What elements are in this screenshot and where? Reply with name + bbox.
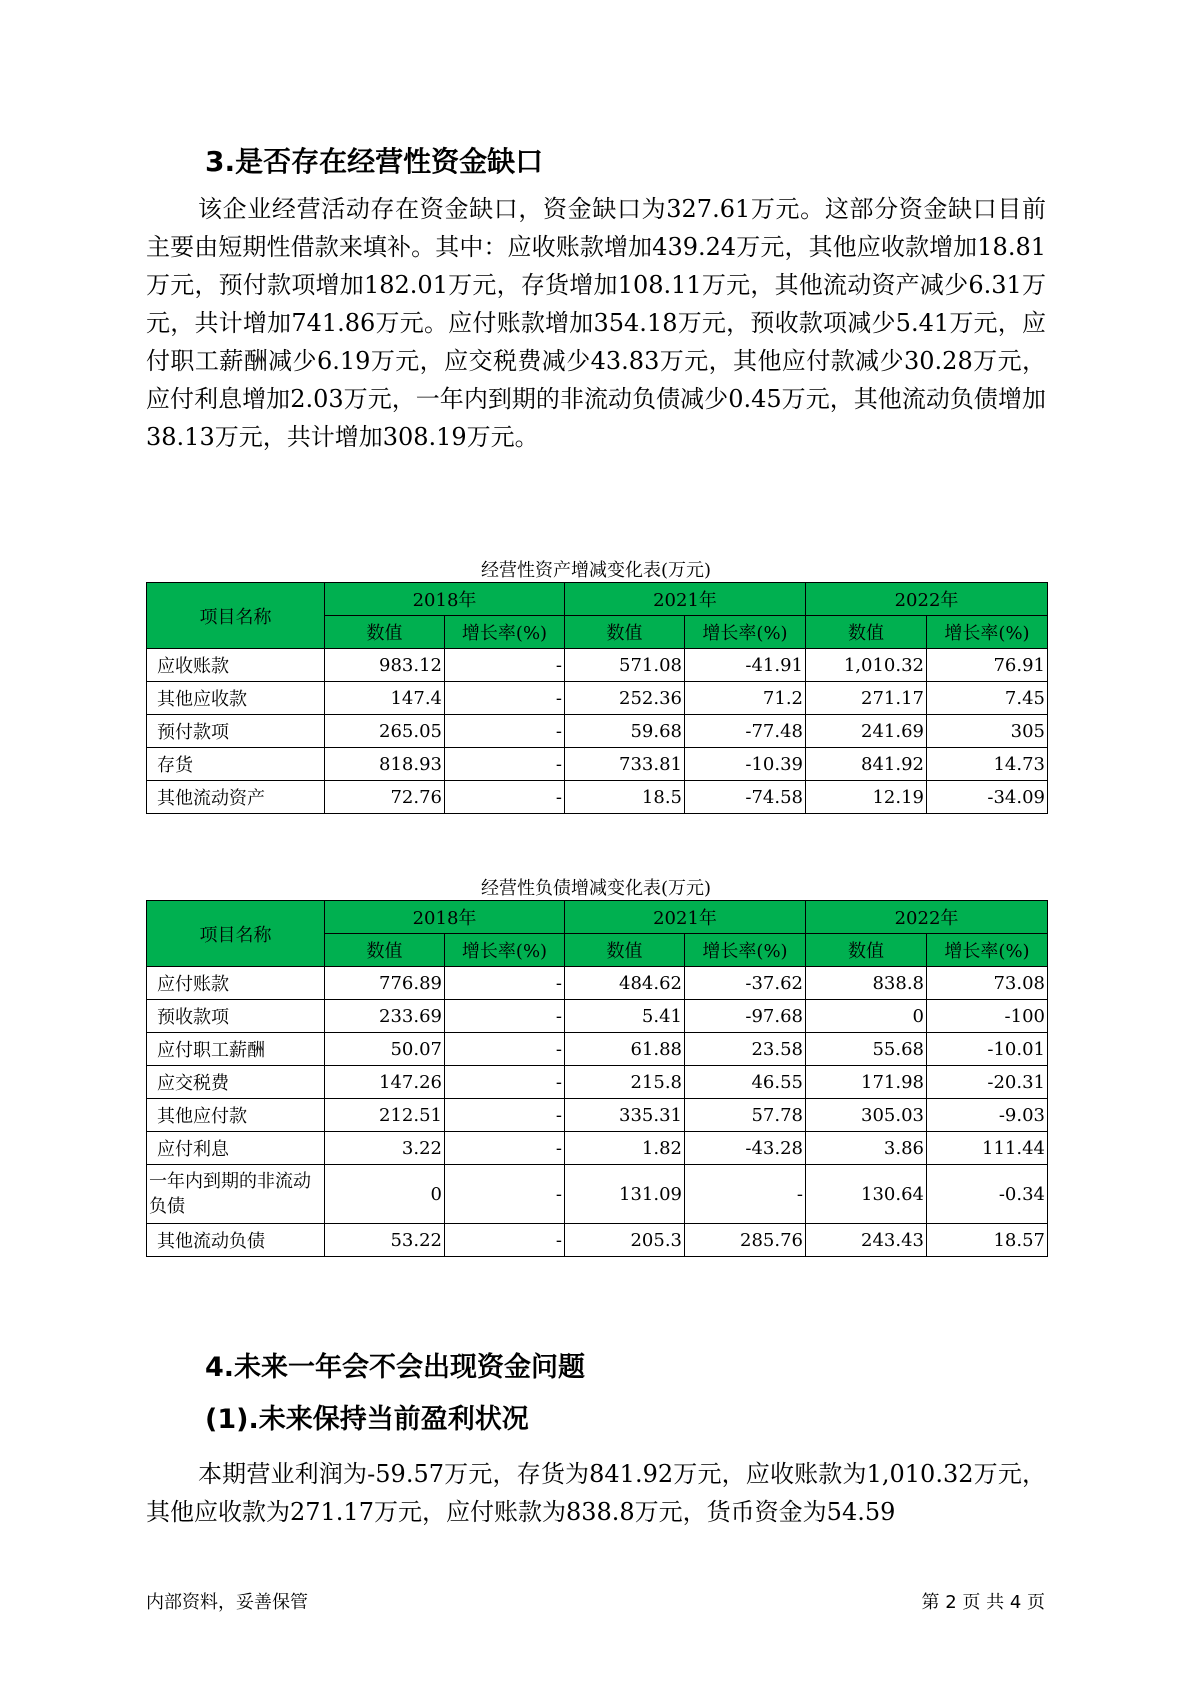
header-item-name: 项目名称 [147, 901, 325, 967]
cell-value-2022: 271.17 [806, 682, 927, 715]
cell-value-2018: 983.12 [325, 649, 445, 682]
cell-growth-2021: -37.62 [685, 967, 806, 1000]
cell-growth-2022: 111.44 [927, 1132, 1048, 1165]
table-row [147, 748, 1048, 781]
cell-growth-2021: 57.78 [685, 1099, 806, 1132]
header-item-name: 项目名称 [147, 583, 325, 649]
table-row [147, 1224, 1048, 1257]
cell-value-2022: 841.92 [806, 748, 927, 781]
cell-growth-2022: -9.03 [927, 1099, 1048, 1132]
table-row [147, 967, 1048, 1000]
liability-change-table [146, 900, 1048, 1257]
cell-growth-2022: 73.08 [927, 967, 1048, 1000]
cell-growth-2018: - [445, 1033, 565, 1066]
cell-value-2022: 171.98 [806, 1066, 927, 1099]
cell-value-2022: 1,010.32 [806, 649, 927, 682]
table-row [147, 649, 1048, 682]
cell-value-2018: 0 [325, 1165, 445, 1224]
cell-growth-2021: 46.55 [685, 1066, 806, 1099]
section-4-heading: 4.未来一年会不会出现资金问题 [205, 1352, 586, 1383]
cell-value-2022: 3.86 [806, 1132, 927, 1165]
cell-value-2021: 215.8 [565, 1066, 685, 1099]
cell-value-2022: 241.69 [806, 715, 927, 748]
row-name: 其他流动负债 [147, 1224, 325, 1257]
cell-value-2018: 147.26 [325, 1066, 445, 1099]
cell-growth-2021: -97.68 [685, 1000, 806, 1033]
section-4-paragraph: 本期营业利润为-59.57万元，存货为841.92万元，应收账款为1,010.32万元，其他应收款为271.17万元，应付账款为838.8万元，货币资金为54.59 [146, 1460, 1046, 1526]
cell-growth-2022: 7.45 [927, 682, 1048, 715]
cell-growth-2022: 76.91 [927, 649, 1048, 682]
cell-value-2018: 818.93 [325, 748, 445, 781]
cell-growth-2022: 305 [927, 715, 1048, 748]
header-growth: 增长率(%) [927, 934, 1048, 967]
table-row [147, 781, 1048, 814]
cell-value-2022: 55.68 [806, 1033, 927, 1066]
section-3-heading: 3.是否存在经营性资金缺口 [205, 145, 544, 178]
cell-value-2021: 733.81 [565, 748, 685, 781]
cell-growth-2018: - [445, 1000, 565, 1033]
cell-value-2018: 776.89 [325, 967, 445, 1000]
table-row [147, 682, 1048, 715]
cell-growth-2022: 18.57 [927, 1224, 1048, 1257]
cell-growth-2021: -10.39 [685, 748, 806, 781]
cell-growth-2018: - [445, 715, 565, 748]
header-value: 数值 [325, 934, 445, 967]
cell-growth-2018: - [445, 649, 565, 682]
header-growth: 增长率(%) [927, 616, 1048, 649]
cell-growth-2022: -0.34 [927, 1165, 1048, 1224]
cell-growth-2018: - [445, 1224, 565, 1257]
cell-value-2018: 50.07 [325, 1033, 445, 1066]
cell-growth-2022: -10.01 [927, 1033, 1048, 1066]
asset-table-caption: 经营性资产增减变化表(万元) [480, 560, 712, 581]
cell-value-2018: 3.22 [325, 1132, 445, 1165]
header-year-2018: 2018年 [325, 583, 565, 616]
cell-growth-2018: - [445, 967, 565, 1000]
liability-table-caption: 经营性负债增减变化表(万元) [480, 878, 712, 899]
header-value: 数值 [325, 616, 445, 649]
cell-growth-2021: 285.76 [685, 1224, 806, 1257]
row-name: 其他流动资产 [147, 781, 325, 814]
cell-growth-2021: -74.58 [685, 781, 806, 814]
cell-value-2021: 131.09 [565, 1165, 685, 1224]
row-name: 应付账款 [147, 967, 325, 1000]
cell-value-2022: 243.43 [806, 1224, 927, 1257]
header-year-2018: 2018年 [325, 901, 565, 934]
cell-value-2021: 205.3 [565, 1224, 685, 1257]
table-row [147, 1099, 1048, 1132]
header-growth: 增长率(%) [685, 934, 806, 967]
cell-value-2021: 61.88 [565, 1033, 685, 1066]
header-value: 数值 [806, 616, 927, 649]
header-growth: 增长率(%) [445, 616, 565, 649]
row-name: 一年内到期的非流动负债 [147, 1165, 325, 1224]
cell-growth-2022: -100 [927, 1000, 1048, 1033]
cell-value-2022: 838.8 [806, 967, 927, 1000]
header-value: 数值 [565, 934, 685, 967]
cell-growth-2021: - [685, 1165, 806, 1224]
cell-value-2021: 5.41 [565, 1000, 685, 1033]
cell-growth-2021: 71.2 [685, 682, 806, 715]
row-name: 其他应收款 [147, 682, 325, 715]
header-year-2022: 2022年 [806, 583, 1048, 616]
table-row [147, 1000, 1048, 1033]
header-value: 数值 [565, 616, 685, 649]
table-row [147, 715, 1048, 748]
header-year-2022: 2022年 [806, 901, 1048, 934]
cell-value-2021: 571.08 [565, 649, 685, 682]
row-name: 预收款项 [147, 1000, 325, 1033]
row-name: 存货 [147, 748, 325, 781]
cell-growth-2018: - [445, 1099, 565, 1132]
table-row [147, 1066, 1048, 1099]
cell-value-2018: 53.22 [325, 1224, 445, 1257]
header-growth: 增长率(%) [445, 934, 565, 967]
cell-value-2021: 252.36 [565, 682, 685, 715]
cell-growth-2022: -34.09 [927, 781, 1048, 814]
cell-value-2018: 265.05 [325, 715, 445, 748]
header-year-2021: 2021年 [565, 583, 806, 616]
header-growth: 增长率(%) [685, 616, 806, 649]
table-row [147, 1165, 1048, 1224]
cell-growth-2018: - [445, 748, 565, 781]
row-name: 预付款项 [147, 715, 325, 748]
row-name: 应交税费 [147, 1066, 325, 1099]
asset-change-table [146, 582, 1048, 814]
cell-growth-2018: - [445, 1165, 565, 1224]
cell-value-2022: 305.03 [806, 1099, 927, 1132]
cell-value-2022: 0 [806, 1000, 927, 1033]
section-3-paragraph: 该企业经营活动存在资金缺口，资金缺口为327.61万元。这部分资金缺口目前主要由短期性借款来填补。其中：应收账款增加439.24万元，其他应收款增加18.81万元，预付款项增加182.01万元，存货增加108.11万元，其他流动资产减少6.31万元，共计增加741.86万元。应付账款增加354.18万元，预收款项减少5.41万元，应付职工薪酬减少6.19万元，应交税费减少43.83万元，其他应付款减少30.28万元，应付利息增加2.03万元，一年内到期的非流动负债减少0.45万元，其他流动负债增加38.13万元，共计增加308.19万元。 [146, 195, 1046, 451]
table-row [147, 1132, 1048, 1165]
cell-growth-2021: -77.48 [685, 715, 806, 748]
header-value: 数值 [806, 934, 927, 967]
cell-growth-2018: - [445, 682, 565, 715]
footer-page-number: 第 2 页 共 4 页 [921, 1592, 1045, 1613]
cell-growth-2018: - [445, 1132, 565, 1165]
cell-value-2021: 59.68 [565, 715, 685, 748]
table-row [147, 1033, 1048, 1066]
cell-growth-2022: 14.73 [927, 748, 1048, 781]
cell-growth-2021: -43.28 [685, 1132, 806, 1165]
footer-confidential-note: 内部资料，妥善保管 [146, 1592, 308, 1613]
header-year-2021: 2021年 [565, 901, 806, 934]
row-name: 应付利息 [147, 1132, 325, 1165]
cell-value-2018: 147.4 [325, 682, 445, 715]
cell-growth-2018: - [445, 781, 565, 814]
cell-value-2018: 72.76 [325, 781, 445, 814]
cell-value-2018: 233.69 [325, 1000, 445, 1033]
cell-value-2021: 335.31 [565, 1099, 685, 1132]
row-name: 其他应付款 [147, 1099, 325, 1132]
cell-value-2021: 484.62 [565, 967, 685, 1000]
row-name: 应付职工薪酬 [147, 1033, 325, 1066]
cell-value-2021: 18.5 [565, 781, 685, 814]
cell-growth-2018: - [445, 1066, 565, 1099]
cell-growth-2021: -41.91 [685, 649, 806, 682]
cell-value-2021: 1.82 [565, 1132, 685, 1165]
section-4-subheading: (1).未来保持当前盈利状况 [205, 1404, 529, 1435]
cell-growth-2022: -20.31 [927, 1066, 1048, 1099]
row-name: 应收账款 [147, 649, 325, 682]
cell-value-2022: 12.19 [806, 781, 927, 814]
cell-value-2022: 130.64 [806, 1165, 927, 1224]
cell-value-2018: 212.51 [325, 1099, 445, 1132]
cell-growth-2021: 23.58 [685, 1033, 806, 1066]
